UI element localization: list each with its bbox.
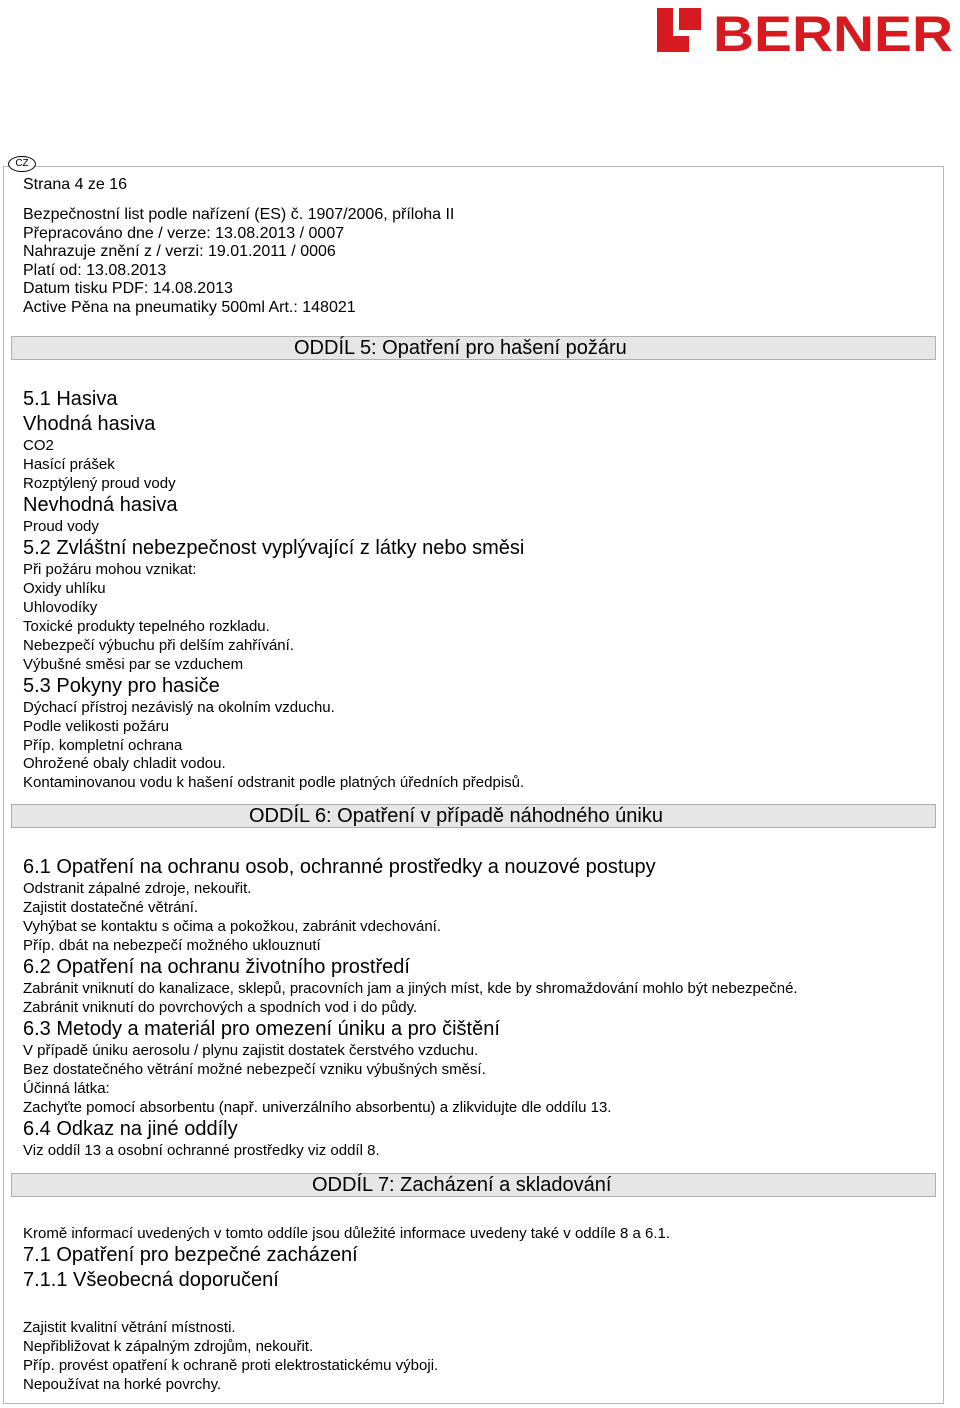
list-item: Nepřibližovat k zápalným zdrojům, nekouřit.: [23, 1338, 314, 1355]
list-item: Bez dostatečného větrání možné nebezpečí vzniku výbušných směsí.: [23, 1061, 486, 1078]
list-item: Příp. dbát na nebezpečí možného uklouznutí: [23, 937, 321, 954]
language-badge: CZ: [8, 156, 36, 172]
product-line: Active Pěna na pneumatiky 500ml Art.: 148021: [23, 299, 356, 316]
heading-5-3: 5.3 Pokyny pro hasiče: [23, 675, 220, 697]
heading-5-2: 5.2 Zvláštní nebezpečnost vyplývající z látky nebo směsi: [23, 537, 525, 559]
list-item: Nebezpečí výbuchu při delším zahřívání.: [23, 637, 294, 654]
list-item: Příp. kompletní ochrana: [23, 737, 183, 754]
list-item: Účinná látka:: [23, 1080, 110, 1097]
list-item: Vyhýbat se kontaktu s očima a pokožkou, zabránit vdechování.: [23, 918, 442, 935]
list-item: Při požáru mohou vznikat:: [23, 561, 197, 578]
heading-7-1: 7.1 Opatření pro bezpečné zacházení: [23, 1244, 358, 1266]
list-item: Uhlovodíky: [23, 599, 98, 616]
list-item: Dýchací přístroj nezávislý na okolním vzduchu.: [23, 699, 335, 716]
section-5-title: ODDÍL 5: Opatření pro hašení požáru: [294, 337, 627, 359]
list-item: Zabránit vniknutí do povrchových a spodních vod i do půdy.: [23, 999, 418, 1016]
heading-5-1: 5.1 Hasiva: [23, 388, 118, 410]
list-item: Rozptýlený proud vody: [23, 475, 176, 492]
list-item: Nepoužívat na horké povrchy.: [23, 1376, 222, 1393]
list-item: Zachyťte pomocí absorbentu (např. univerzálního absorbentu) a zlikvidujte dle oddílu 13.: [23, 1099, 612, 1116]
list-item: Zajistit kvalitní větrání místnosti.: [23, 1319, 236, 1336]
list-item: Hasící prášek: [23, 456, 115, 473]
list-item: Výbušné směsi par se vzduchem: [23, 656, 244, 673]
list-item: Odstranit zápalné zdroje, nekouřit.: [23, 880, 252, 897]
heading-6-2: 6.2 Opatření na ochranu životního prostředí: [23, 956, 410, 978]
print-date-line: Datum tisku PDF: 14.08.2013: [23, 280, 233, 297]
list-item: Zajistit dostatečné větrání.: [23, 899, 199, 916]
section-7-bar: [11, 1173, 936, 1197]
unsuitable-media-title: Nevhodná hasiva: [23, 494, 178, 516]
valid-from-line: Platí od: 13.08.2013: [23, 262, 167, 279]
list-item: Toxické produkty tepelného rozkladu.: [23, 618, 270, 635]
section-7-intro: Kromě informací uvedených v tomto oddíle jsou důležité informace uvedeny také v oddíle 8 a 6.1.: [23, 1225, 671, 1242]
heading-6-4: 6.4 Odkaz na jiné oddíly: [23, 1118, 238, 1140]
section-7-title: ODDÍL 7: Zacházení a skladování: [312, 1174, 612, 1196]
regulation-line: Bezpečnostní list podle nařízení (ES) č. 1907/2006, příloha II: [23, 206, 455, 223]
section-6-bar: [11, 804, 936, 828]
heading-6-1: 6.1 Opatření na ochranu osob, ochranné prostředky a nouzové postupy: [23, 856, 656, 878]
list-item: Oxidy uhlíku: [23, 580, 106, 597]
suitable-media-title: Vhodná hasiva: [23, 413, 156, 435]
list-item: Kontaminovanou vodu k hašení odstranit podle platných úředních předpisů.: [23, 774, 525, 791]
page-number: Strana 4 ze 16: [23, 176, 128, 193]
list-item: Podle velikosti požáru: [23, 718, 169, 735]
list-item: Zabránit vniknutí do kanalizace, sklepů, pracovních jam a jiných míst, kde by shromaždování mohlo být nebezpečné.: [23, 980, 798, 997]
berner-logo: [655, 6, 955, 56]
list-item: Viz oddíl 13 a osobní ochranné prostředky viz oddíl 8.: [23, 1142, 380, 1159]
list-item: Příp. provést opatření k ochraně proti elektrostatickému výboji.: [23, 1357, 439, 1374]
list-item: CO2: [23, 437, 54, 454]
heading-7-1-1: 7.1.1 Všeobecná doporučení: [23, 1269, 279, 1291]
section-6-title: ODDÍL 6: Opatření v případě náhodného úniku: [249, 805, 663, 827]
brand-name: BERNER: [713, 6, 953, 56]
heading-6-3: 6.3 Metody a materiál pro omezení úniku a pro čištění: [23, 1018, 500, 1040]
revised-line: Přepracováno dne / verze: 13.08.2013 / 0007: [23, 225, 345, 242]
section-5-bar: [11, 336, 936, 360]
replaces-line: Nahrazuje znění z / verzi: 19.01.2011 / 0006: [23, 243, 336, 260]
list-item: Proud vody: [23, 518, 99, 535]
list-item: V případě úniku aerosolu / plynu zajistit dostatek čerstvého vzduchu.: [23, 1042, 479, 1059]
list-item: Ohrožené obaly chladit vodou.: [23, 755, 226, 772]
